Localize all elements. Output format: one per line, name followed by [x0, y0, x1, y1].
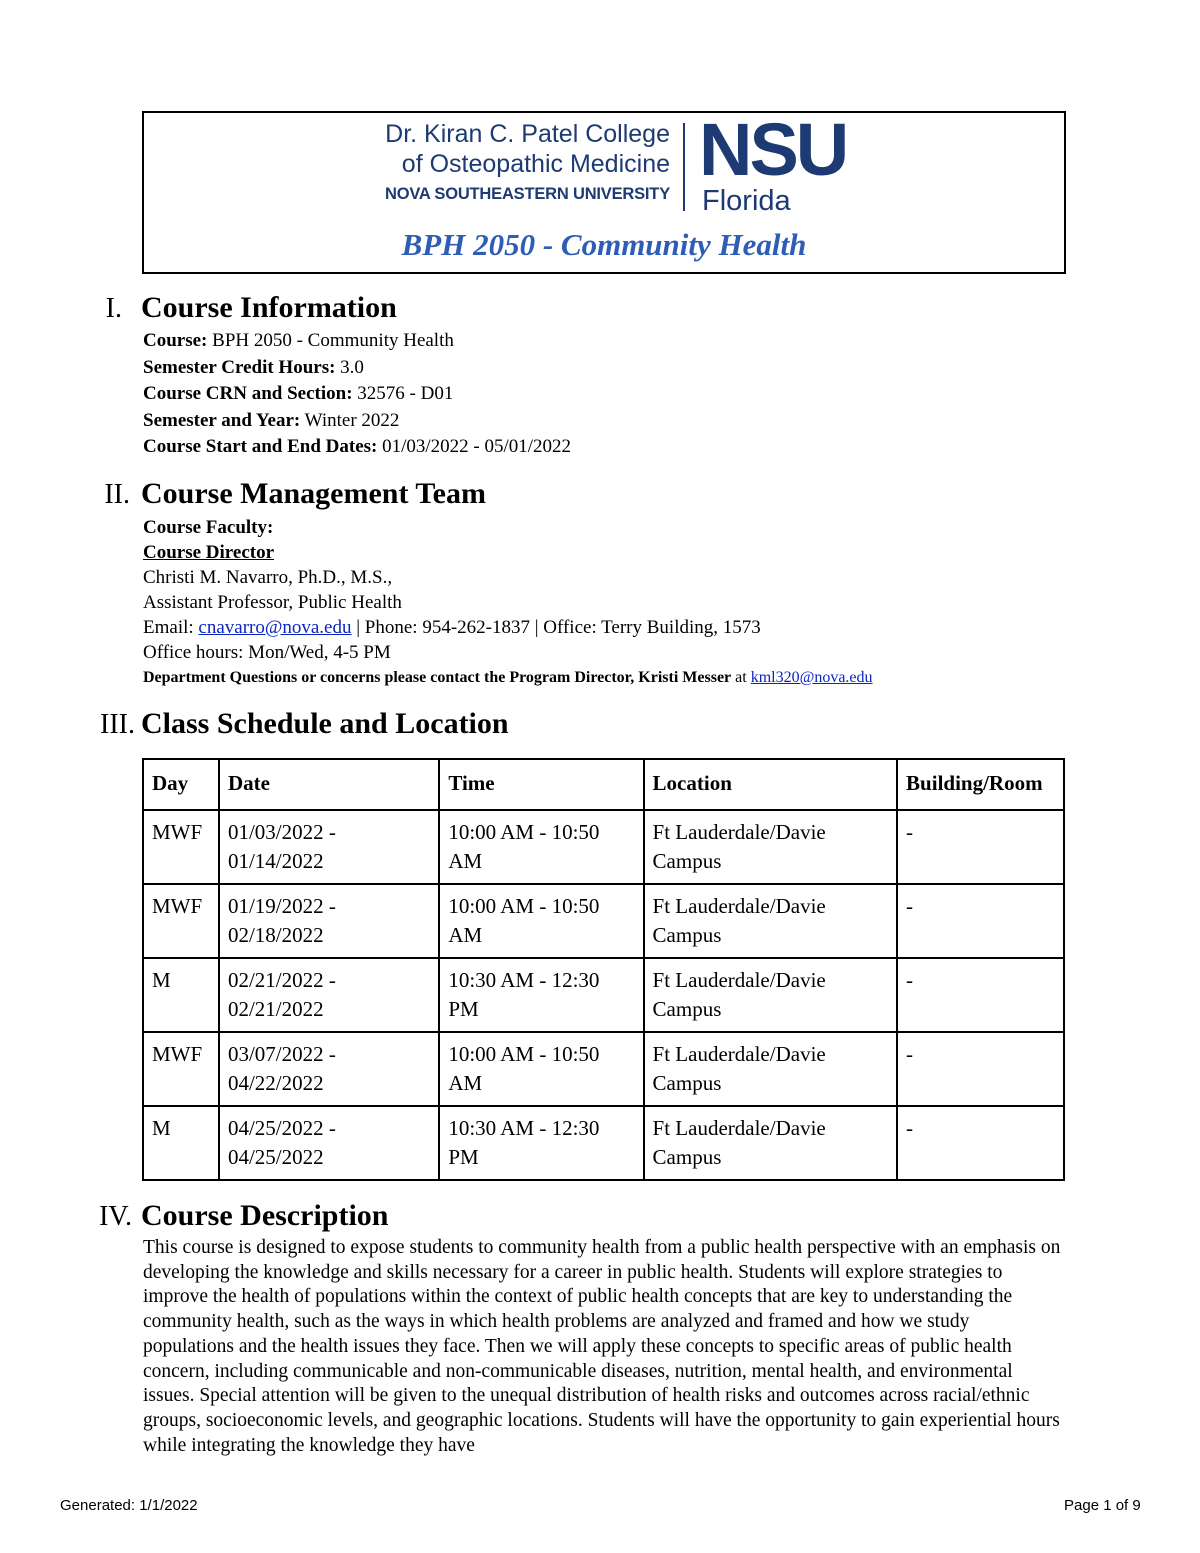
program-director-email-link[interactable]: kml320@nova.edu: [750, 669, 873, 686]
table-row: [143, 810, 1064, 884]
director-name: Christi M. Navarro, Ph.D., M.S.,: [143, 567, 393, 588]
logo-college-subname: of Osteopathic Medicine: [401, 150, 670, 178]
cell-day: MWF: [143, 1032, 219, 1106]
course-faculty-label: Course Faculty:: [143, 517, 274, 538]
course-banner-title: BPH 2050 - Community Health: [401, 227, 807, 262]
cell-day: M: [143, 958, 219, 1032]
logo-university-name: NOVA SOUTHEASTERN UNIVERSITY: [384, 185, 670, 203]
section-number-3: III.: [100, 709, 135, 740]
section-title-course-information: Course Information: [141, 291, 397, 324]
cell-day: MWF: [143, 810, 219, 884]
cell-time: 10:30 AM - 12:30 PM: [439, 1106, 643, 1180]
section-title-course-description: Course Description: [141, 1199, 389, 1232]
cell-location: Ft Lauderdale/Davie Campus: [644, 810, 898, 884]
cell-room: -: [897, 958, 1064, 1032]
cell-room: -: [897, 1106, 1064, 1180]
cell-date: 01/19/2022 - 02/18/2022: [219, 884, 439, 958]
director-email-link[interactable]: cnavarro@nova.edu: [198, 617, 352, 638]
section-title-class-schedule: Class Schedule and Location: [141, 707, 509, 740]
course-dates-line: Course Start and End Dates: 01/03/2022 - 05/01/2022: [143, 436, 572, 457]
table-row: [143, 958, 1064, 1032]
section-number-1: I.: [105, 293, 122, 324]
table-header-row: [143, 759, 1064, 810]
cell-time: 10:00 AM - 10:50 AM: [439, 1032, 643, 1106]
cell-date: 01/03/2022 - 01/14/2022: [219, 810, 439, 884]
nsu-logo-mark: NSU: [699, 108, 847, 191]
column-header-building-room: Building/Room: [897, 759, 1064, 810]
table-row: [143, 884, 1064, 958]
column-header-day: Day: [143, 759, 219, 810]
semester-year-line: Semester and Year: Winter 2022: [143, 410, 400, 431]
department-contact-line: Department Questions or concerns please contact the Program Director, Kristi Messer at kml320@nova.edu: [143, 669, 873, 686]
section-title-management-team: Course Management Team: [141, 477, 486, 510]
nsu-logo-state: Florida: [702, 185, 791, 217]
section-number-2: II.: [104, 479, 130, 510]
cell-time: 10:00 AM - 10:50 AM: [439, 810, 643, 884]
column-header-time: Time: [439, 759, 643, 810]
column-header-location: Location: [644, 759, 898, 810]
cell-room: -: [897, 810, 1064, 884]
cell-day: MWF: [143, 884, 219, 958]
cell-date: 04/25/2022 - 04/25/2022: [219, 1106, 439, 1180]
course-line: Course: BPH 2050 - Community Health: [143, 330, 454, 351]
cell-date: 02/21/2022 - 02/21/2022: [219, 958, 439, 1032]
cell-day: M: [143, 1106, 219, 1180]
director-contact-line: Email: cnavarro@nova.edu | Phone: 954-262-1837 | Office: Terry Building, 1573: [143, 617, 761, 638]
director-title: Assistant Professor, Public Health: [143, 592, 402, 613]
section-number-4: IV.: [99, 1201, 132, 1232]
cell-room: -: [897, 1032, 1064, 1106]
table-row: [143, 1032, 1064, 1106]
footer-page-number: Page 1 of 9: [1064, 1497, 1141, 1514]
college-logo-text: [340, 119, 670, 209]
crn-section-line: Course CRN and Section: 32576 - D01: [143, 383, 454, 404]
cell-location: Ft Lauderdale/Davie Campus: [644, 1032, 898, 1106]
office-hours-line: Office hours: Mon/Wed, 4-5 PM: [143, 642, 391, 663]
table-row: [143, 1106, 1064, 1180]
cell-room: -: [897, 884, 1064, 958]
cell-location: Ft Lauderdale/Davie Campus: [644, 884, 898, 958]
cell-date: 03/07/2022 - 04/22/2022: [219, 1032, 439, 1106]
column-header-date: Date: [219, 759, 439, 810]
course-description-text: This course is designed to expose students to community health from a public health perspective with an emphasis on developing the knowledge and skills necessary for a career in public health. Students will explore strategies to improve the health of populations within the context of public health concepts that are key to understanding the community health, such as the ways in which health problems are analyzed and framed and how we study populations and the health issues they face. Then we will apply these concepts to specific areas of public health concern, including communicable and non-communicable diseases, nutrition, mental health, and environmental issues. Special attention will be given to the unequal distribution of health risks and outcomes across racial/ethnic groups, socioeconomic levels, and geographic locations. Students will have the opportunity to gain experiential hours while integrating the knowledge they have: [143, 1237, 1061, 1456]
credit-hours-line: Semester Credit Hours: 3.0: [143, 357, 364, 378]
course-director-label: Course Director: [143, 542, 275, 563]
cell-time: 10:30 AM - 12:30 PM: [439, 958, 643, 1032]
class-schedule-table: [142, 758, 1065, 1181]
logo-college-name: Dr. Kiran C. Patel College: [385, 120, 670, 148]
logo-divider: [683, 123, 685, 211]
header-box: [142, 108, 1066, 274]
cell-location: Ft Lauderdale/Davie Campus: [644, 958, 898, 1032]
cell-time: 10:00 AM - 10:50 AM: [439, 884, 643, 958]
cell-location: Ft Lauderdale/Davie Campus: [644, 1106, 898, 1180]
footer-generated-date: Generated: 1/1/2022: [60, 1497, 198, 1514]
